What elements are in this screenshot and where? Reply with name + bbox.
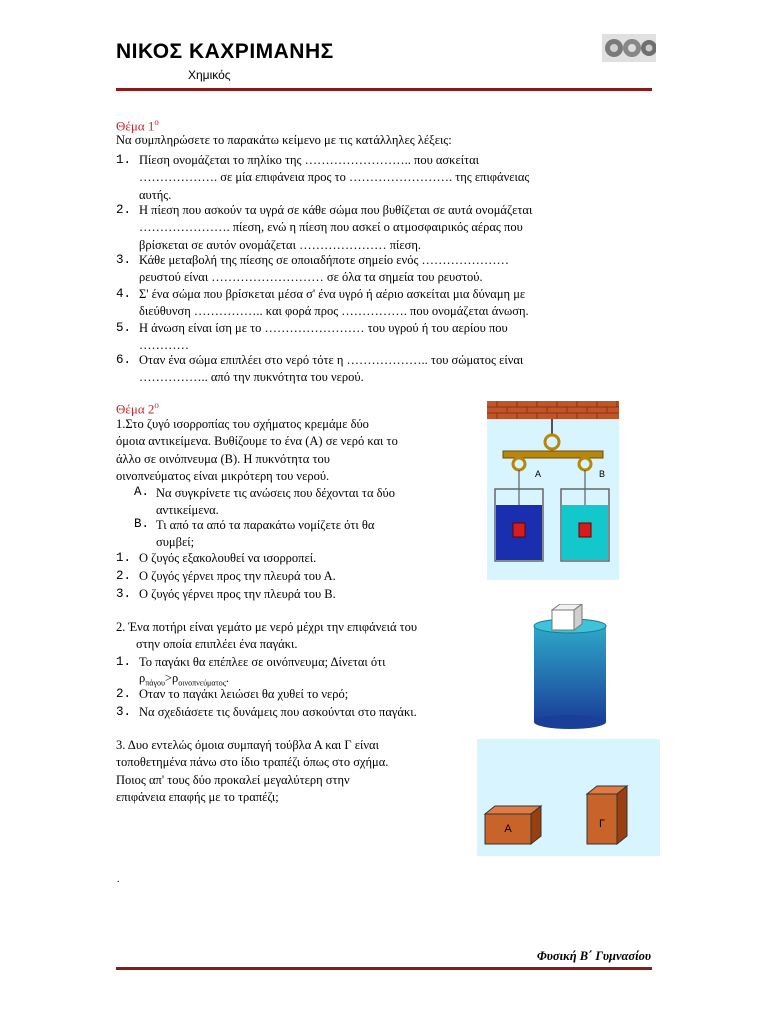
q3-text: 3. Δυο εντελώς όμοια συμπαγή τούβλα Α και Γ είναι τοποθετημένα πάνω στο ίδιο τραπέζι όπως στο σχήμα. Ποιος απ' τους δύο προκαλεί μεγαλύτερη στην επιφάνεια επαφής με το τραπέζι; (116, 738, 389, 804)
bricks-figure (477, 739, 660, 856)
topic1-item-line: …………….. από την πυκνότητα του νερού. (139, 370, 364, 385)
balance-label-a: A (535, 469, 542, 479)
topic1-title: Θέμα $1^o$ (116, 117, 159, 134)
topic1-item-line: Η πίεση που ασκούν τα υγρά σε κάθε σώμα που βυθίζεται σε αυτά ονομάζεται (139, 203, 533, 217)
q2-item-3-num: 3. (116, 705, 132, 719)
author-subtitle: Χημικός (188, 68, 231, 82)
q2-item-2: Οταν το παγάκι λειώσει θα χυθεί το νερό; (139, 687, 349, 701)
q2-item-1-num: 1. (116, 655, 132, 669)
q2-item-2-num: 2. (116, 687, 132, 701)
topic1-item-line: Σ' ένα σώμα που βρίσκεται μέσα σ' ένα υγρό ή αέριο ασκείται μια δύναμη με (139, 287, 526, 301)
author-name: ΝΙΚΟΣ ΚΑΧΡΙΜΑΝΗΣ (116, 40, 334, 63)
balance-figure (487, 401, 619, 580)
q1-option-2: Ο ζυγός γέρνει προς την πλευρά του Α. (139, 569, 336, 583)
q1-text: 1.Στο ζυγό ισορροπίας του σχήματος κρεμάμε δύο όμοια αντικείμενα. Βυθίζουμε το ένα (Α) σε νερό και το άλλο σε οινόπνευμα (Β). Η πυκνότητα του οινοπνεύματος είναι μικρότερη του νερού. (116, 417, 398, 483)
glass-ice-figure (530, 604, 610, 730)
topic1-item-line: ………………. σε μία επιφάνεια προς το ……………………. της επιφάνειας (139, 170, 530, 185)
q1-option-3: Ο ζυγός γέρνει προς την πλευρά του Β. (139, 587, 336, 601)
q1-sub-a-num: A. (134, 485, 150, 499)
q2-item-1: Το παγάκι θα επέπλεε σε οινόπνευμα; Δίνεται ότι (139, 655, 386, 669)
topic1-item-num: 6. (116, 353, 132, 367)
topic1-item (139, 152, 639, 204)
q2-item-3: Να σχεδιάσετε τις δυνάμεις που ασκούνται στο παγάκι. (139, 705, 417, 719)
topic1-item (139, 286, 639, 321)
topic1-item (139, 352, 639, 387)
topic1-item-num: 1. (116, 153, 132, 167)
footer-rule (116, 967, 652, 970)
topic1-item-num: 2. (116, 203, 132, 217)
header-rule (116, 88, 652, 91)
q1-sub-b-num: B. (134, 517, 150, 531)
footer-title: Φυσική Β΄ Γυμνασίου (536, 949, 651, 963)
brick-g-label: Γ (598, 818, 606, 830)
q1-option-2-num: 2. (116, 569, 132, 583)
topic1-item-line: διεύθυνση …………….. και φορά προς ……………. που ονομάζεται άνωση. (139, 304, 529, 319)
stray-mark: . (117, 874, 120, 885)
q2-density-formula: $\rho_{\pi ά\gamma o\upsilon}>\rho_{o\iota\nu o\pi\nu\varepsilon ύ\mu\alpha\tau o\varsigma}$. (139, 671, 230, 688)
topic1-item-num: 4. (116, 287, 132, 301)
q1-option-3-num: 3. (116, 587, 132, 601)
q2-text: 2. Ένα ποτήρι είναι γεμάτο με νερό μέχρι την επιφάνειά του στην οποία επιπλέει ένα παγάκι. (116, 620, 418, 652)
logo-image (602, 34, 656, 62)
q1-sub-a-text: Να συγκρίνετε τις ανώσεις που δέχονται τα δύο αντικείμενα. (156, 486, 395, 518)
topic1-item-line: Η άνωση είναι ίση με το …………………… του υγρού ή του αερίου που (139, 321, 508, 335)
topic1-item (139, 252, 639, 287)
q1-option-1-num: 1. (116, 551, 132, 565)
q1-sub-b-text: Τι από τα από τα παρακάτω νομίζετε ότι θα συμβεί; (156, 518, 375, 550)
topic1-item-line: Κάθε μεταβολή της πίεσης σε οποιαδήποτε σημείο ενός ………………… (139, 253, 510, 267)
topic1-item-line: αυτής. (139, 187, 172, 202)
q1-option-1: Ο ζυγός εξακολουθεί να ισορροπεί. (139, 551, 317, 565)
topic1-item-line: βρίσκεται σε αυτόν ονομάζεται ………………… πίεση. (139, 237, 422, 252)
topic2-title: Θέμα $2^o$ (116, 400, 159, 417)
topic1-item-line: Οταν ένα σώμα επιπλέει στο νερό τότε η ……………….. του σώματος είναι (139, 353, 524, 367)
topic1-item-num: 3. (116, 253, 132, 267)
topic1-item (139, 202, 639, 254)
topic1-item-line: ………… (139, 338, 189, 353)
topic1-item-line: …………………. πίεση, ενώ η πίεση που ασκεί ο ατμοσφαιρικός αέρας που (139, 220, 523, 235)
balance-label-b: B (599, 469, 606, 479)
topic1-item-num: 5. (116, 321, 132, 335)
topic1-intro: Να συμπληρώσετε το παρακάτω κείμενο με τις κατάλληλες λέξεις: (116, 133, 452, 147)
topic1-item (139, 320, 639, 355)
brick-a-label: Α (504, 823, 512, 835)
topic1-item-line: Πίεση ονομάζεται το πηλίκο της …………………….. που ασκείται (139, 153, 480, 167)
topic1-item-line: ρευστού είναι ……………………… σε όλα τα σημεία του ρευστού. (139, 270, 483, 285)
